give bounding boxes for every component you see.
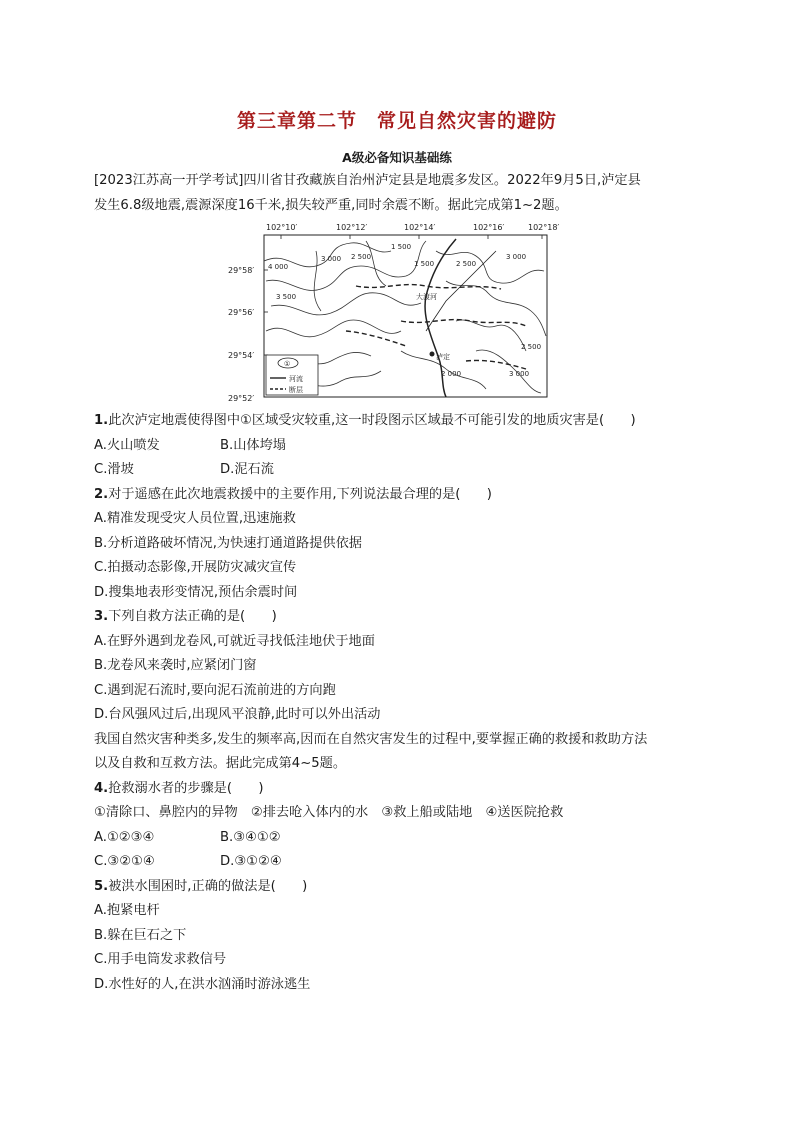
- question-4-steps: ①清除口、鼻腔内的异物 ②排去呛入体内的水 ③救上船或陆地 ④送医院抢救: [94, 805, 564, 820]
- question-5-stem: 5.被洪水围困时,正确的做法是( ): [94, 878, 308, 894]
- lat-label: 29°58′: [228, 266, 255, 275]
- contour-label: 1 500: [391, 243, 412, 251]
- lon-label: 102°16′: [473, 223, 505, 232]
- contour-label: 3 500: [276, 293, 297, 301]
- question-3-stem: 3.下列自救方法正确的是( ): [94, 609, 277, 624]
- lat-label: 29°56′: [228, 308, 255, 317]
- question-1-stem: 1.此次泸定地震使得图中①区域受灾较重,这一时段图示区域最不可能引发的地质灾害是( ): [94, 413, 636, 428]
- topographic-map: [226, 221, 560, 404]
- intro-passage-1: [94, 169, 700, 218]
- q1-option-c[interactable]: C.滑坡: [94, 462, 134, 477]
- town-marker: [430, 352, 435, 357]
- contour-label: 2 500: [351, 253, 372, 261]
- questions-block: [94, 409, 700, 997]
- intro2-line1: 我国自然灾害种类多,发生的频率高,因而在自然灾害发生的过程中,要掌握正确的救援和救助方法: [94, 731, 648, 747]
- contour-label: 3 000: [321, 255, 342, 263]
- legend-fault-label: 断层: [289, 386, 303, 394]
- q5-option-a[interactable]: A.抱紧电杆: [94, 903, 160, 918]
- q3-option-d[interactable]: D.台风强风过后,出现风平浪静,此时可以外出活动: [94, 707, 381, 722]
- legend-marker: ①: [284, 360, 291, 368]
- lon-label: 102°12′: [336, 223, 368, 232]
- place-label: 大渡河: [416, 293, 437, 301]
- question-1-options-row1: [94, 434, 700, 459]
- lon-label: 102°10′: [266, 223, 298, 232]
- q3-option-a[interactable]: A.在野外遇到龙卷风,可就近寻找低洼地伏于地面: [94, 633, 375, 649]
- section-heading: A级必备知识基础练: [342, 150, 452, 165]
- q5-option-c[interactable]: C.用手电筒发求救信号: [94, 952, 227, 967]
- lon-label: 102°14′: [404, 223, 436, 232]
- q2-option-d[interactable]: D.搜集地表形变情况,预估余震时间: [94, 584, 298, 600]
- lon-label: 102°18′: [528, 223, 560, 232]
- map-svg: [226, 221, 560, 404]
- q1-option-b[interactable]: B.山体垮塌: [220, 437, 286, 453]
- q5-option-d[interactable]: D.水性好的人,在洪水汹涌时游泳逃生: [94, 976, 311, 992]
- place-label: 泸定: [436, 353, 450, 361]
- intro1-line2: 发生6.8级地震,震源深度16千米,损失较严重,同时余震不断。据此完成第1~2题。: [94, 197, 568, 213]
- question-2-stem: 2.对于遥感在此次地震救援中的主要作用,下列说法最合理的是( ): [94, 486, 492, 502]
- contour-label: 1 500: [414, 260, 435, 268]
- q1-option-d[interactable]: D.泥石流: [220, 462, 274, 477]
- contour-label: 3 000: [509, 370, 530, 378]
- q4-option-a[interactable]: A.①②③④: [94, 829, 155, 845]
- q2-option-a[interactable]: A.精准发现受灾人员位置,迅速施救: [94, 511, 296, 526]
- contour-label: 3 000: [506, 253, 527, 261]
- contour-label: 4 000: [268, 263, 289, 271]
- q1-option-a[interactable]: A.火山喷发: [94, 437, 160, 453]
- contour-label: 2 500: [456, 260, 477, 268]
- intro1-line1: [2023江苏高一开学考试]四川省甘孜藏族自治州泸定县是地震多发区。2022年9月5日,泸定县: [94, 173, 641, 188]
- q2-option-c[interactable]: C.拍摄动态影像,开展防灾减灾宣传: [94, 560, 297, 575]
- page-title: 第三章第二节 常见自然灾害的避防: [236, 110, 557, 132]
- q4-option-b[interactable]: B.③④①②: [220, 829, 281, 845]
- contour-label: 2 500: [521, 343, 542, 351]
- q2-option-b[interactable]: B.分析道路破坏情况,为快速打通道路提供依据: [94, 535, 362, 551]
- contour-label: 2 000: [441, 370, 462, 378]
- question-4-stem: 4.抢救溺水者的步骤是( ): [94, 780, 264, 796]
- lat-label: 29°54′: [228, 351, 255, 360]
- lat-label: 29°52′: [228, 394, 255, 403]
- q4-option-d[interactable]: D.③①②④: [220, 854, 282, 869]
- q4-option-c[interactable]: C.③②①④: [94, 854, 155, 869]
- question-1-options-row2: [94, 458, 700, 483]
- question-4-options-row1: [94, 826, 700, 851]
- intro2-line2: 以及自救和互救方法。据此完成第4~5题。: [94, 756, 347, 771]
- question-4-options-row2: [94, 850, 700, 875]
- legend-river-label: 河流: [289, 375, 303, 383]
- q5-option-b[interactable]: B.躲在巨石之下: [94, 927, 187, 943]
- q3-option-b[interactable]: B.龙卷风来袭时,应紧闭门窗: [94, 658, 257, 673]
- q3-option-c[interactable]: C.遇到泥石流时,要向泥石流前进的方向跑: [94, 682, 336, 698]
